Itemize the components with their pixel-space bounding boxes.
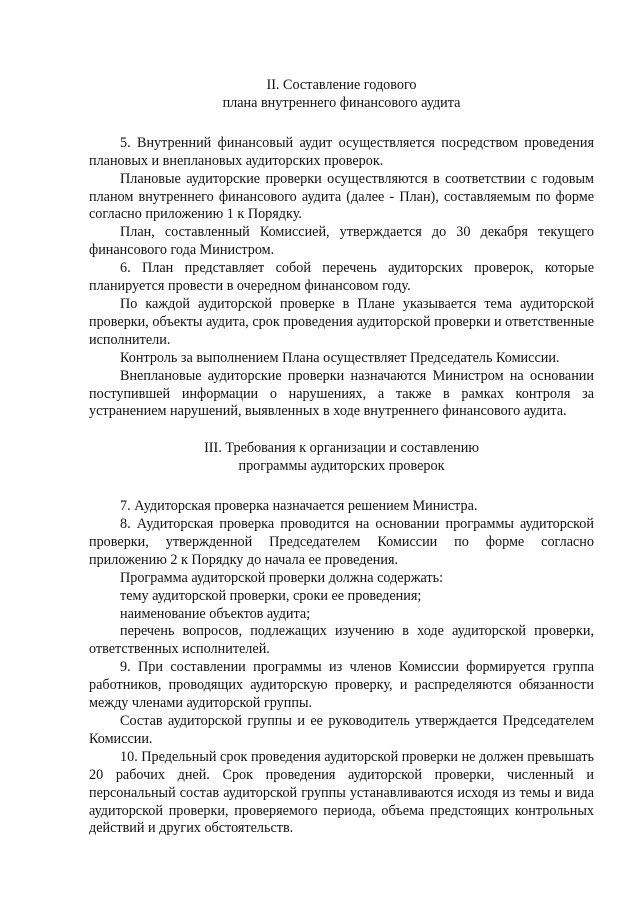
- paragraph-plan-approval: План, составленный Комиссией, утверждается до 30 декабря текущего финансового года Министром.: [89, 224, 594, 259]
- paragraph-plan-contents: По каждой аудиторской проверке в Плане указывается тема аудиторской проверки, объекты аудита, срок проведения аудиторской проверки и ответственные исполнители.: [89, 295, 594, 348]
- spacer: [89, 421, 594, 440]
- section-2-heading: [89, 77, 594, 113]
- paragraph-9: 9. При составлении программы из членов Комиссии формируется группа работников, проводящих аудиторскую проверку, и распределяются обязанности между членами аудиторской группы.: [89, 659, 594, 712]
- paragraph-program-contents: Программа аудиторской проверки должна содержать:: [120, 569, 444, 586]
- paragraph-planned-audits: Плановые аудиторские проверки осуществляются в соответствии с годовым планом внутреннего финансового аудита (далее - План), составляемым по форме согласно приложению 1 к Порядку.: [89, 170, 594, 223]
- spacer: [89, 476, 594, 498]
- list-item-objects: наименование объектов аудита;: [120, 605, 311, 622]
- section-2-heading-line-2: плана внутреннего финансового аудита: [222, 94, 461, 111]
- section-3-heading-line-1: III. Требования к организации и составлению: [204, 440, 479, 457]
- spacer: [89, 113, 594, 135]
- paragraph-8: 8. Аудиторская проверка проводится на основании программы аудиторской проверки, утвержденной Председателем Комиссии по форме согласно приложению 2 к Порядку до начала ее проведения.: [89, 516, 594, 568]
- section-2-heading-line-1: II. Составление годового: [266, 77, 417, 93]
- paragraph-5: 5. Внутренний финансовый аудит осуществляется посредством проведения плановых и внеплановых аудиторских проверок.: [89, 134, 594, 169]
- section-3-heading: [89, 440, 594, 476]
- list-item-topic: тему аудиторской проверки, сроки ее проведения;: [120, 587, 422, 604]
- section-3-heading-line-2: программы аудиторских проверок: [238, 458, 445, 475]
- paragraph-7: 7. Аудиторская проверка назначается решением Министра.: [120, 498, 478, 515]
- list-item-questions: перечень вопросов, подлежащих изучению в ходе аудиторской проверки, ответственных исполнителей.: [89, 623, 594, 658]
- paragraph-10: 10. Предельный срок проведения аудиторской проверки не должен превышать 20 рабочих дней. Срок проведения аудиторской проверки, численный и персональный состав аудиторской группы устанавливаются исходя из темы и вида аудиторской проверки, проверяемого периода, объема предстоящих контрольных действий и других обстоятельств.: [89, 748, 595, 837]
- document-body: [89, 77, 594, 838]
- paragraph-unplanned-audits: Внеплановые аудиторские проверки назначаются Министром на основании поступившей информации о нарушениях, а также в рамках контроля за устранением нарушений, выявленных в ходе внутреннего финансового аудита.: [89, 367, 594, 420]
- paragraph-group-composition: Состав аудиторской группы и ее руководитель утверждается Председателем Комиссии.: [89, 713, 594, 747]
- paragraph-plan-control: Контроль за выполнением Плана осуществляет Председатель Комиссии.: [120, 349, 560, 366]
- paragraph-6: 6. План представляет собой перечень аудиторских проверок, которые планируется провести в очередном финансовом году.: [89, 260, 594, 295]
